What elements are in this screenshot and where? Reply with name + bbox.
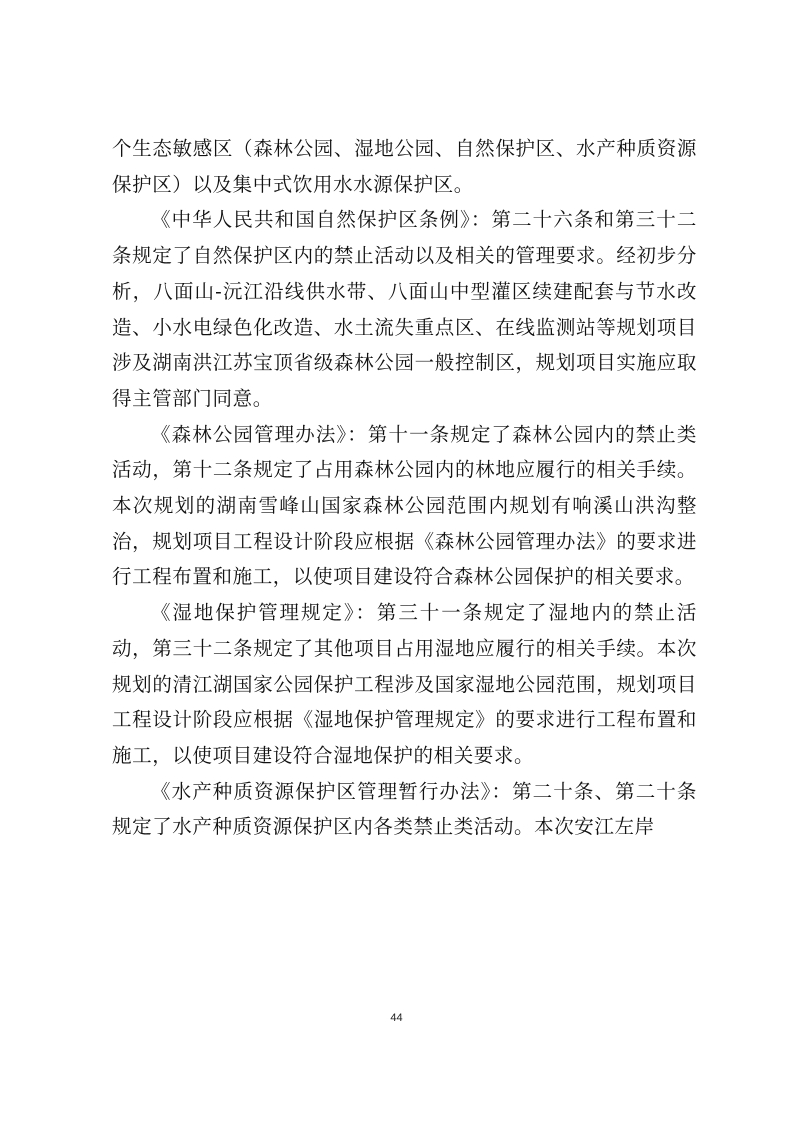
paragraph-wetland-protection-provisions: 《湿地保护管理规定》：第三十一条规定了湿地内的禁止活动，第三十二条规定了其他项目占用湿地应履行的相关手续。本次规划的清江湖国家公园保护工程涉及国家湿地公园范围，规划项目工程设计阶段应根据《湿地保护管理规定》的要求进行工程布置和施工，以使项目建设符合湿地保护的相关要求。 xyxy=(112,601,697,767)
page-number: 44 xyxy=(390,1012,403,1024)
paragraph-aquatic-germplasm-measures: 《水产种质资源保护区管理暂行办法》：第二十条、第二十条规定了水产种质资源保护区内各类禁止类活动。本次安江左岸 xyxy=(112,779,697,839)
paragraph-continuation: 个生态敏感区（森林公园、湿地公园、自然保护区、水产种质资源保护区）以及集中式饮用水水源保护区。 xyxy=(112,137,697,196)
document-body xyxy=(112,131,697,845)
paragraph-nature-reserve-regulation: 《中华人民共和国自然保护区条例》：第二十六条和第三十二条规定了自然保护区内的禁止活动以及相关的管理要求。经初步分析，八面山-沅江沿线供水带、八面山中型灌区续建配套与节水改造、小水电绿色化改造、水土流失重点区、在线监测站等规划项目涉及湖南洪江苏宝顶省级森林公园一般控制区，规划项目实施应取得主管部门同意。 xyxy=(112,208,697,410)
paragraph-forest-park-measures: 《森林公园管理办法》：第十一条规定了森林公园内的禁止类活动，第十二条规定了占用森林公园内的林地应履行的相关手续。本次规划的湖南雪峰山国家森林公园范围内规划有响溪山洪沟整治，规划项目工程设计阶段应根据《森林公园管理办法》的要求进行工程布置和施工，以使项目建设符合森林公园保护的相关要求。 xyxy=(112,422,697,589)
